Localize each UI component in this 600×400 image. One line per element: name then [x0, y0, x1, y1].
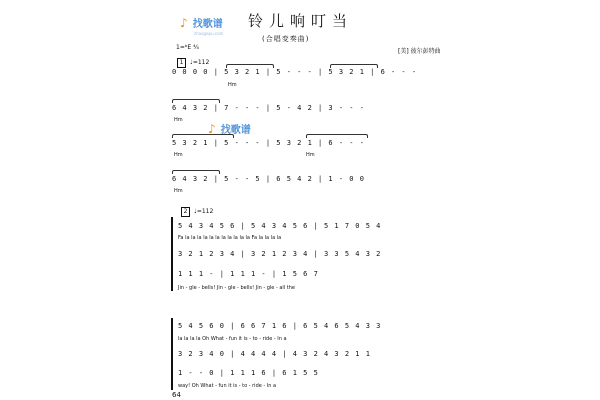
lyric-line-3b: Hm: [306, 152, 315, 158]
voice-alto-2: 3 2 3 4 0 | 4 4 4 4 | 4 3 2 4 3 2 1 1: [178, 350, 371, 358]
voice-bass-1: 1 1 1 - | 1 1 1 - | 1 5 6 7: [178, 270, 319, 278]
lyric-soprano-1: Fa la la la la la la la la la la la Fa la la la la: [178, 235, 282, 241]
tempo-marking: ♩=112: [190, 59, 210, 66]
system-brace: [171, 318, 176, 390]
voice-soprano-1: 5 4 3 4 5 6 | 5 4 3 4 5 6 | 5 1 7 0 5 4: [178, 222, 382, 230]
staff-line-4: 6 4 3 2 | 5 - - 5 | 6 5 4 2 | 1 - 0 0: [172, 175, 365, 183]
staff-line-1: 0 0 0 0 | 5 3 2 1 | 5 - - - | 5 3 2 1 | 6 - - -: [172, 68, 418, 76]
page-number: 64: [172, 391, 181, 399]
voice-soprano-2: 5 4 5 6 0 | 6 6 7 1 6 | 6 5 4 6 5 4 3 3: [178, 322, 382, 330]
song-subtitle: (合唱变奏曲): [262, 35, 310, 43]
lyric-line-1: Hm: [228, 82, 237, 88]
slur: [172, 170, 220, 174]
lyric-bass-2: way! Oh What - fun it is - to - ride - In a: [178, 383, 277, 389]
watermark-logo-middle: ♪ 找歌谱: [208, 122, 251, 136]
lyric-line-4: Hm: [174, 188, 183, 194]
tempo-marking-2: ♩=112: [194, 208, 214, 215]
lyric-line-2: Hm: [174, 117, 183, 123]
staff-line-2: 6 4 3 2 | 7 - - - | 5 - 4 2 | 3 - - -: [172, 104, 365, 112]
slur: [306, 134, 368, 138]
staff-line-3: 5 3 2 1 | 5 - - - | 5 3 2 1 | 6 - - -: [172, 139, 365, 147]
voice-bass-2: 1 - - 0 | 1 1 1 6 | 6 1 5 5: [178, 369, 319, 377]
watermark-logo-top: ♪ 找歌谱 zhaogepu.com: [180, 16, 224, 36]
lyric-bass-1: Jin - gle - bells! Jin - gle - bells! Jin - gle - all the: [178, 285, 296, 291]
rehearsal-mark-2: 2: [181, 207, 190, 217]
lyric-soprano-2: la la la la Oh What - fun it is - to - ride - In a: [178, 336, 287, 342]
system-brace: [171, 217, 176, 291]
rehearsal-mark-1: 1: [177, 58, 186, 68]
slur: [172, 134, 234, 138]
slur: [172, 99, 220, 103]
composer-credit: [美] 彼尔彭特曲: [398, 48, 441, 55]
note-icon: ♪: [208, 122, 216, 136]
song-title: 铃儿响叮当: [248, 12, 354, 30]
note-icon: ♪: [180, 16, 188, 30]
key-signature: 1=ᵇE ⁴⁄₄: [176, 44, 199, 51]
lyric-line-3a: Hm: [174, 152, 183, 158]
voice-alto-1: 3 2 1 2 3 4 | 3 2 1 2 3 4 | 3 3 5 4 3 2: [178, 250, 382, 258]
